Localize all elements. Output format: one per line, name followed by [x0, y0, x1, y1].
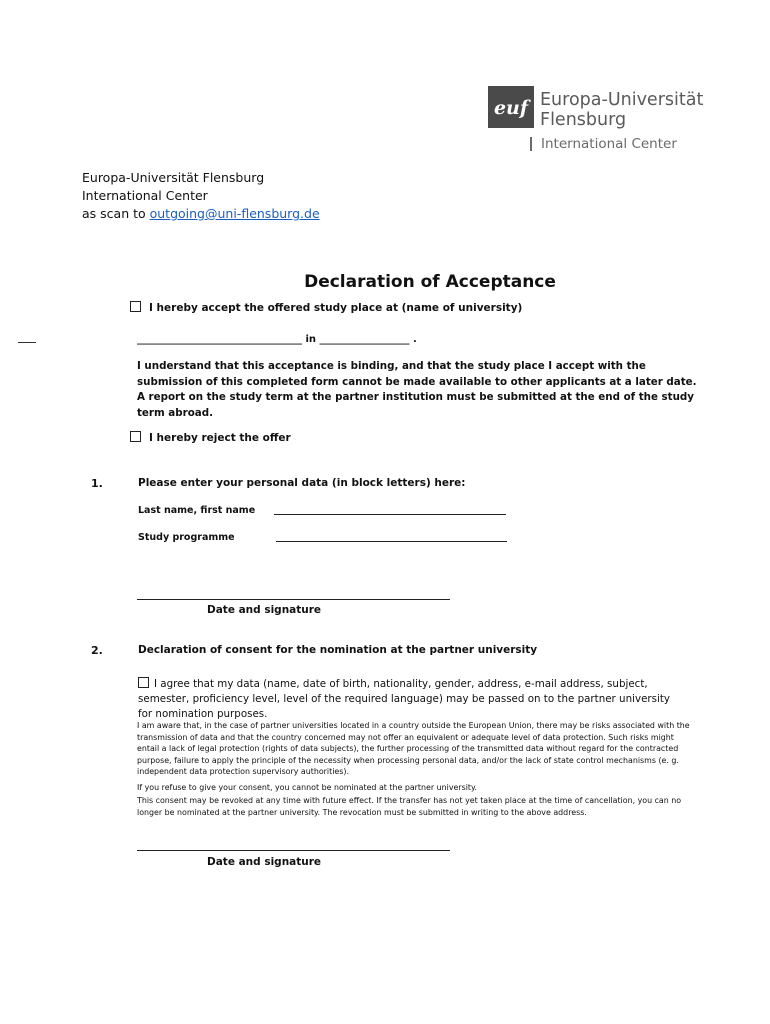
refusal-notice: If you refuse to give your consent, you cannot be nominated at the partner university.	[137, 783, 478, 792]
scan-prefix: as scan to	[82, 206, 150, 221]
accept-label: I hereby accept the offered study place at (name of university)	[149, 302, 523, 314]
study-programme-label: Study programme	[138, 532, 235, 543]
logo-name-line2: Flensburg	[540, 110, 627, 130]
reject-checkbox[interactable]	[130, 431, 141, 442]
consent-checkbox[interactable]	[138, 677, 149, 688]
address-line1: Europa-Universität Flensburg	[82, 170, 265, 185]
signature-line-2[interactable]	[137, 850, 450, 851]
reject-option	[130, 431, 291, 444]
university-blank-line[interactable]: _________________________________ in __________________ .	[137, 334, 417, 345]
university-logo-mark	[488, 86, 534, 128]
euf-logo-icon	[488, 86, 534, 128]
revocation-notice: This consent may be revoked at any time with future effect. If the transfer has not yet taken place at the time of cancellation, you can no longer be nominated at the partner university. The revocation must be submitted in writing to the above address.	[137, 796, 682, 817]
address-line2: International Center	[82, 188, 208, 203]
section2-number: 2.	[91, 644, 103, 657]
signature-line-1[interactable]	[137, 599, 450, 600]
signature-label-2: Date and signature	[207, 856, 322, 868]
logo-divider	[530, 137, 532, 151]
last-name-field[interactable]	[274, 514, 506, 515]
logo-subtitle: International Center	[541, 136, 677, 152]
accept-checkbox[interactable]	[130, 301, 141, 312]
margin-mark	[18, 342, 36, 343]
page-title: Declaration of Acceptance	[304, 272, 556, 292]
signature-label-1: Date and signature	[207, 604, 322, 616]
university-logo-name	[540, 90, 703, 130]
accept-option	[130, 301, 522, 314]
logo-name-line1: Europa-Universität	[540, 90, 704, 110]
svg-text:euf: euf	[493, 97, 529, 119]
address-line3	[82, 206, 320, 221]
section1-heading: Please enter your personal data (in block letters) here:	[138, 477, 466, 489]
consent-paragraph	[138, 677, 683, 722]
section1-number: 1.	[91, 477, 103, 490]
email-link[interactable]: outgoing@uni-flensburg.de	[149, 206, 320, 221]
study-programme-field[interactable]	[276, 541, 507, 542]
data-risk-notice: I am aware that, in the case of partner universities located in a country outside the European Union, there may be risks associated with the transmission of data and that the country concerned may not offer an equivalent or adequate level of data protection. Such risks might entail a lack of legal protection (rights of data subjects), the further processing of the transmitted data without regard for the contracted purpose, failure to apply the principle of the necessity when processing personal data, and/or the lack of state control mechanisms (e. g. independent data protection supervisory authorities).	[137, 721, 690, 777]
last-name-label: Last name, first name	[138, 505, 256, 516]
acceptance-statement: I understand that this acceptance is binding, and that the study place I accept with the submission of this completed form cannot be made available to other applicants at a later date. A report on the study term at the partner institution must be submitted at the end of the study term abroad.	[137, 360, 697, 419]
consent-text: I agree that my data (name, date of birth, nationality, gender, address, e-mail address, subject, semester, proficiency level, level of the required language) may be passed on to the partner university for nomination purposes.	[138, 678, 670, 720]
section2-heading: Declaration of consent for the nomination at the partner university	[138, 644, 538, 656]
reject-label: I hereby reject the offer	[149, 432, 291, 444]
